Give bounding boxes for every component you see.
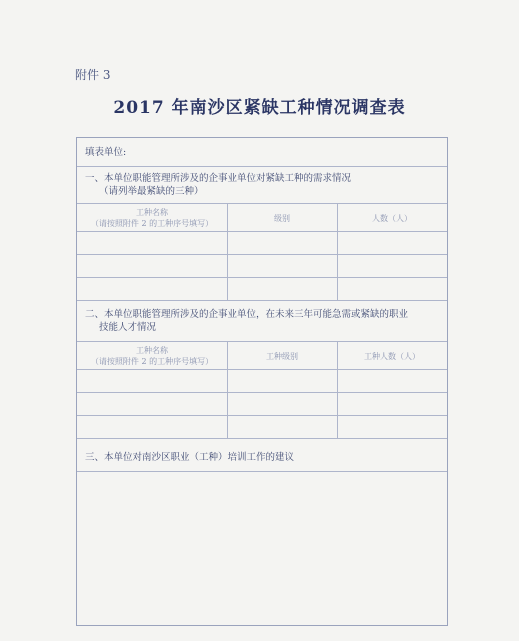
survey-form [76,137,448,626]
suggestion-area[interactable] [79,473,445,623]
section3-heading: 三、本单位对南沙区职业（工种）培训工作的建议 [85,452,295,463]
s2-row3-level-cell[interactable] [229,417,335,436]
s2-row1-name-cell[interactable] [79,371,225,390]
s1-row1-count-cell[interactable] [339,233,445,252]
s2-row3-name-cell[interactable] [79,417,225,436]
page-title: 2017 年南沙区紧缺工种情况调查表 [113,98,406,118]
attachment-label: 附件 3 [75,68,111,82]
s1-row1-name-cell[interactable] [79,233,225,252]
section2-subheading: 技能人才情况 [99,322,157,333]
s1-row3-count-cell[interactable] [339,279,445,298]
s1-col-name-header: 工种名称 （请按照附件 2 的工种序号填写） [90,208,214,228]
s2-col-count-header: 工种人数（人） [364,352,420,361]
s1-col-count-header: 人数（人） [372,214,412,223]
s2-row1-count-cell[interactable] [339,371,445,390]
divider [77,166,447,167]
s2-row1-level-cell[interactable] [229,371,335,390]
divider [77,203,447,204]
s1-row2-name-cell[interactable] [79,256,225,275]
s1-row2-level-cell[interactable] [229,256,335,275]
s2-row2-level-cell[interactable] [229,394,335,413]
s1-row3-level-cell[interactable] [229,279,335,298]
section1-subheading: （请列举最紧缺的三种） [99,186,204,197]
divider [77,341,447,342]
s2-row2-count-cell[interactable] [339,394,445,413]
s2-row3-count-cell[interactable] [339,417,445,436]
divider [77,471,447,472]
section1-heading: 一、本单位职能管理所涉及的企事业单位对紧缺工种的需求情况 [85,173,352,184]
s1-row2-count-cell[interactable] [339,256,445,275]
s1-row1-level-cell[interactable] [229,233,335,252]
s2-row2-name-cell[interactable] [79,394,225,413]
section2-heading: 二、本单位职能管理所涉及的企事业单位，在未来三年可能急需或紧缺的职业 [85,309,409,320]
s1-col-level-header: 级别 [274,214,290,223]
s1-row3-name-cell[interactable] [79,279,225,298]
fill-unit-label: 填表单位: [85,147,127,158]
s2-col-name-header: 工种名称 （请按照附件 2 的工种序号填写） [90,346,214,366]
s2-col-level-header: 工种级别 [266,352,298,361]
